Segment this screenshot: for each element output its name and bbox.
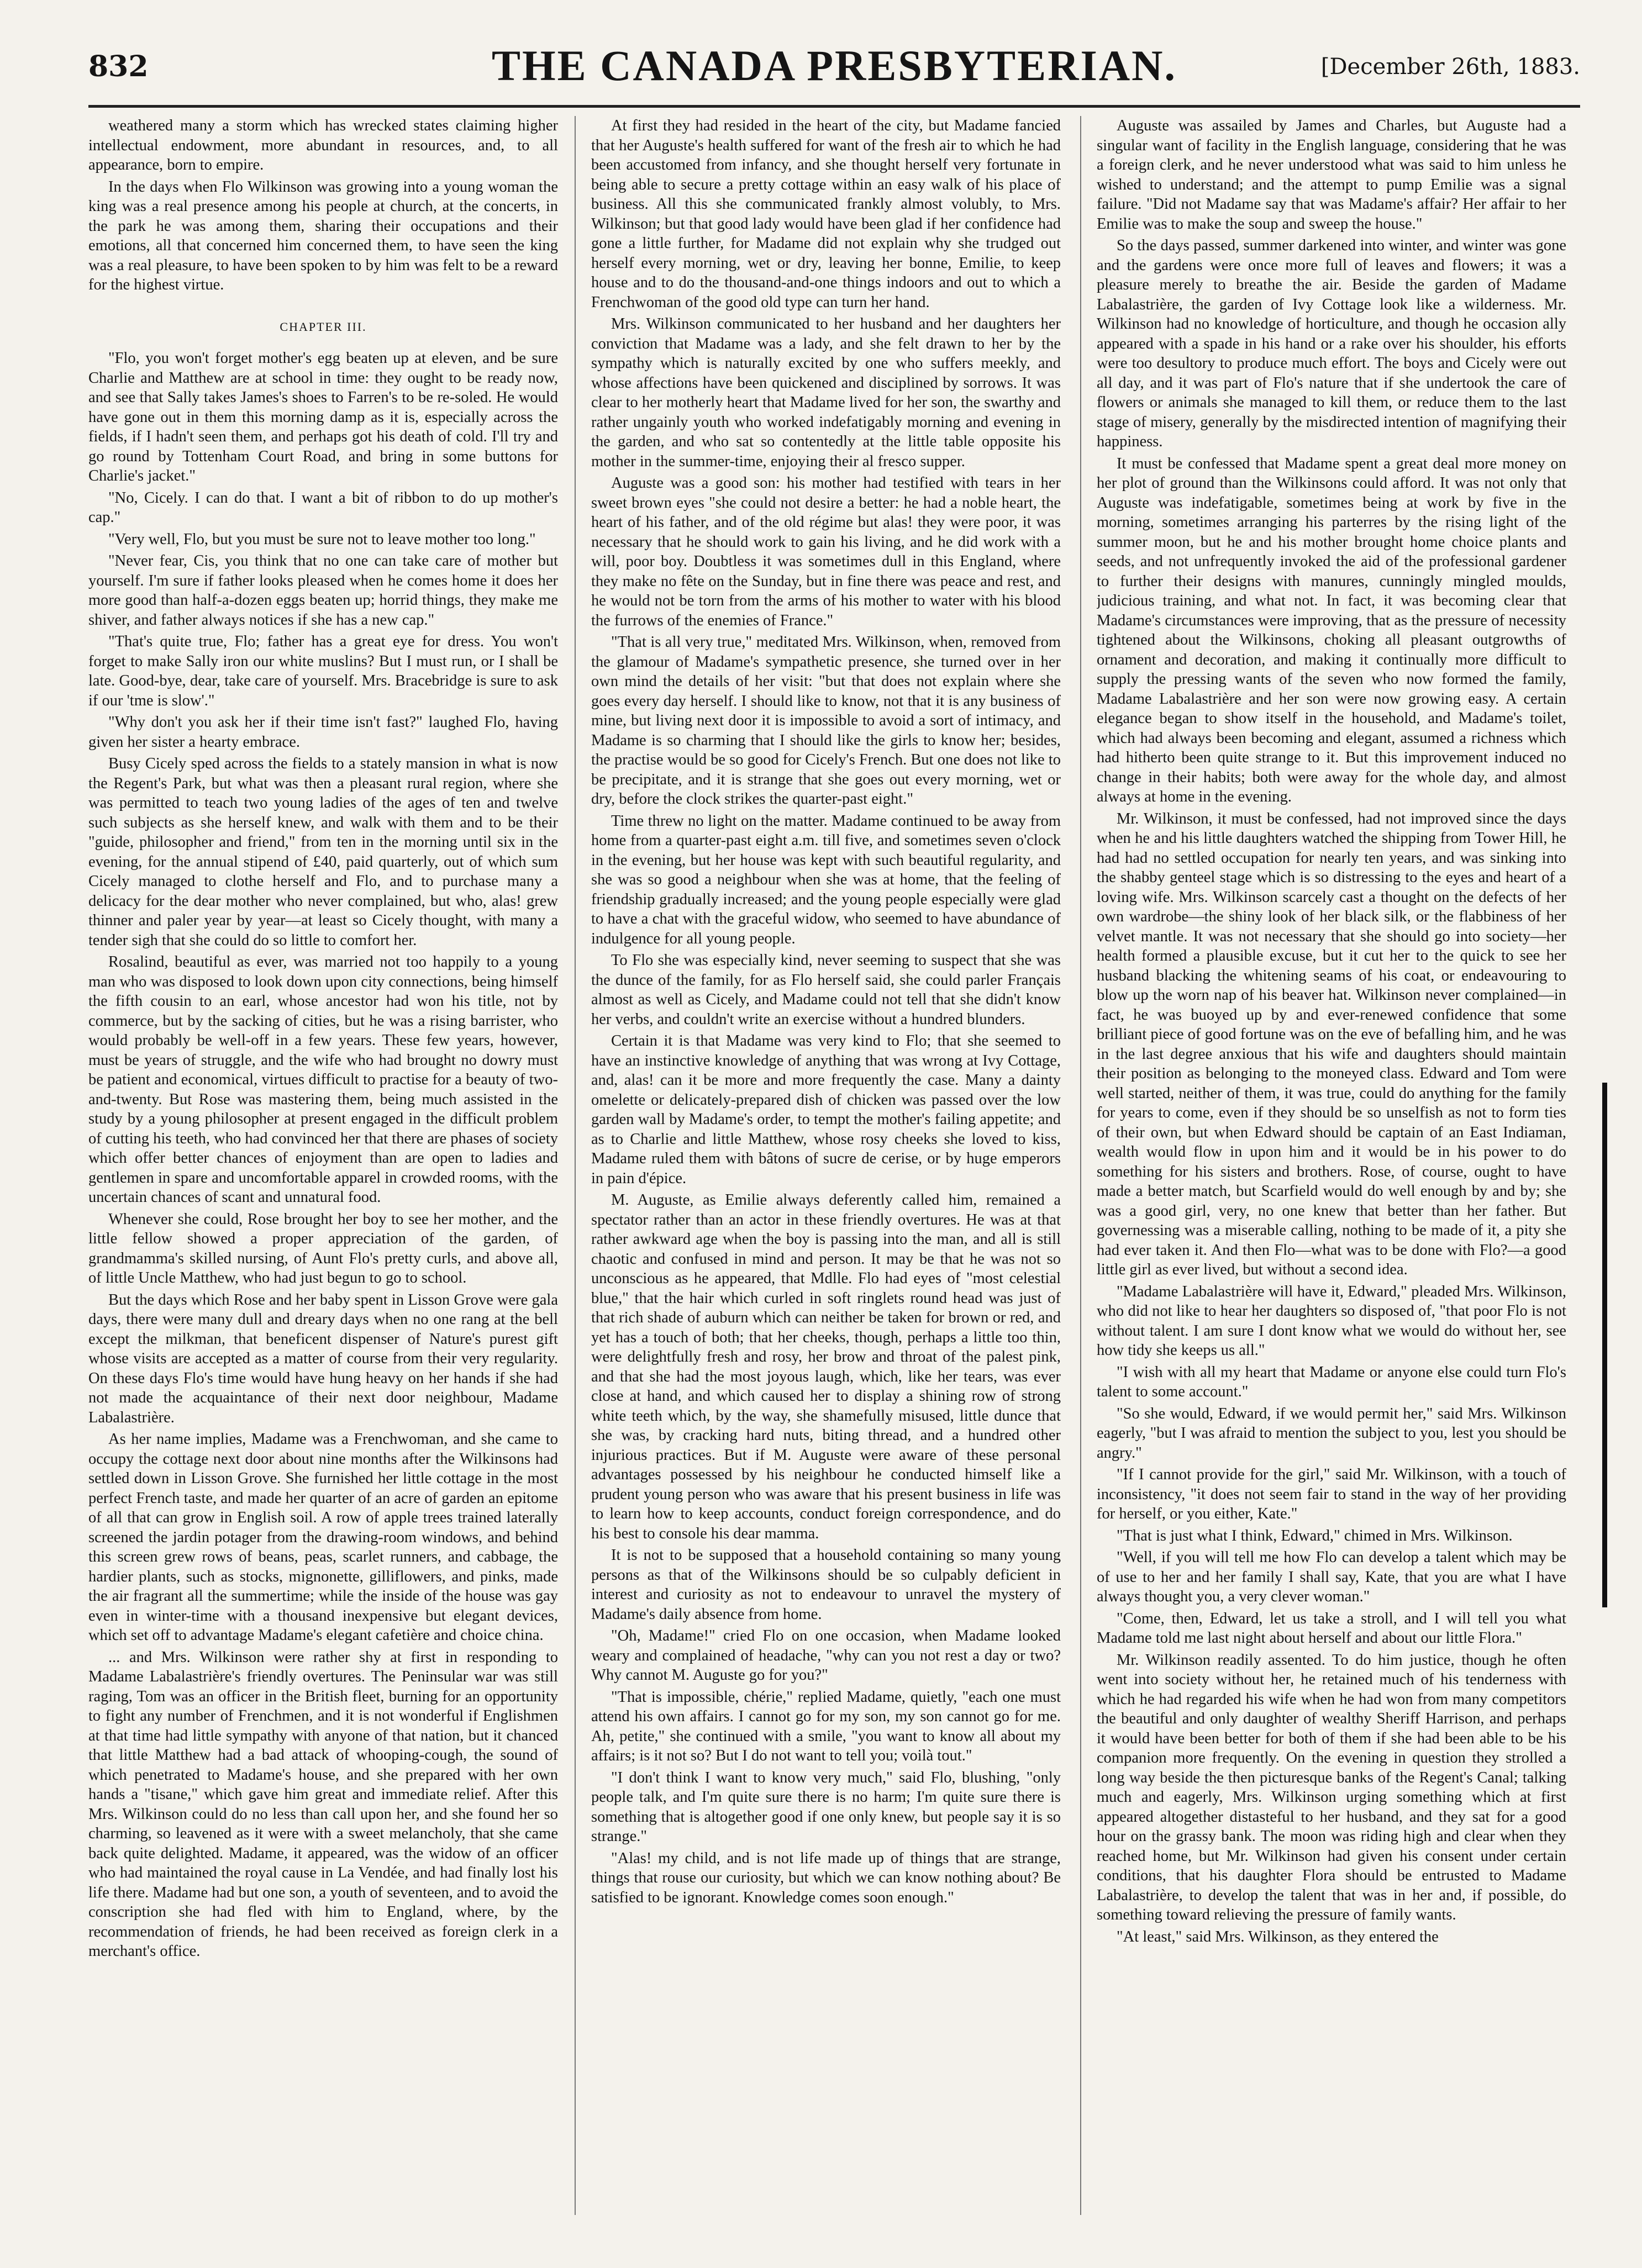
column-divider: [1080, 116, 1081, 2215]
paragraph: "That's quite true, Flo; father has a great eye for dress. You won't forget to make Sally iron our white muslins? But I must run, or I shall be late. Good-bye, dear, take care of yourself. Mrs. Bracebridge is sure to ask if our 'tme is slow'.": [88, 633, 558, 709]
paragraph: But the days which Rose and her baby spent in Lisson Grove were gala days, there were many dull and dreary days when no one rang at the bell except the milkman, that beneficent dispenser of Nature's purest gift whose visits are accepted as a matter of course from their very regularity. On these days Flo's time would have hung heavy on her hands if she had not made the acquaintance of their next door neighbour, Madame Labalastrière.: [88, 1291, 558, 1426]
paragraph: "At least," said Mrs. Wilkinson, as they entered the: [1117, 1928, 1439, 1945]
page-number: 832: [88, 50, 149, 83]
paragraph: So the days passed, summer darkened into winter, and winter was gone and the gardens were once more full of leaves and flowers; it was a pleasure merely to breathe the air. Beside the garden of Madame Labalastrière, the garden of Ivy Cottage look like a wilderness. Mr. Wilkinson had no knowledge of horticulture, and though he occasion ally appeared with a spade in his hand or a rake over his shoulder, his efforts were too desultory to produce much effort. The boys and Cicely were out all day, and it was part of Flo's nature that if she undertook the care of flowers or animals she managed to kill them, or reduce them to the last stage of misery, generally by the misdirected intention of magnifying their happiness.: [1097, 237, 1566, 450]
paragraph: "I don't think I want to know very much," said Flo, blushing, "only people talk, and I'm quite sure there is no harm; I'm quite sure there is something that is altogether good if one only knew, but people say it is so strange.": [591, 1769, 1061, 1845]
column-2: [591, 116, 1061, 2226]
margin-mark: [1602, 1083, 1607, 1607]
paragraph: "That is impossible, chérie," replied Madame, quietly, "each one must attend his own affairs. I cannot go for my son, my son cannot go for me. Ah, petite," she continued with a smile, "you want to know all about my affairs; is it not so? But I do not want to tell you; voilà tout.": [591, 1688, 1061, 1764]
paragraph: "That is all very true," meditated Mrs. Wilkinson, when, removed from the glamour of Madame's sympathetic presence, she turned over in her own mind the details of her visit: "but that does not explain where she goes every day herself. I should like to know, not that it is any business of mine, but living next door it is impossible to avoid a sort of intimacy, and Madame is so charming that I should like the girls to know her; besides, the practise would be so good for Cicely's French. But one does not like to be precipitate, and it is strange that she goes out every morning, wet or dry, before the clock strikes the quarter-past eight.": [591, 634, 1061, 808]
paragraph: Whenever she could, Rose brought her boy to see her mother, and the little fellow showed a proper appreciation of the garden, of grandmamma's skilled nursing, of Aunt Flo's pretty curls, and above all, of little Uncle Matthew, who had just begun to go to school.: [88, 1210, 558, 1286]
paragraph: weathered many a storm which has wrecked states claiming higher intellectual endowment, more abundant in resources, and, to all appearance, born to empire.: [88, 117, 558, 173]
paragraph: "Flo, you won't forget mother's egg beaten up at eleven, and be sure Charlie and Matthew are at school in time: they ought to be ready now, and see that Sally takes James's shoes to Farren's to be re-soled. He would have gone out in them this morning damp as it is, especially across the fields, if I hadn't seen them, and perhaps got his death of cold. I'll try and go round by Tottenham Court Road, and bring in some buttons for Charlie's jacket.": [88, 350, 558, 484]
paragraph: At first they had resided in the heart of the city, but Madame fancied that her Auguste's health suffered for want of the fresh air to which he had been accustomed from infancy, and she thought herself very fortunate in being able to secure a pretty cottage within an easy walk of his place of business. All this she communicated frankly almost volubly, to Mrs. Wilkinson; but that good lady would have been glad if her confidence had gone a little further, for Madame did not explain why she trudged out herself every morning, wet or dry, leaving her bonne, Emilie, to keep house and to do the thousand-and-one things indoors and out to which a Frenchwoman of the good old type can turn her hand.: [591, 117, 1061, 311]
paragraph: Rosalind, beautiful as ever, was married not too happily to a young man who was disposed to look down upon city connections, being himself the fifth cousin to an earl, whose ancestor had won his title, not by commerce, but by the sacking of cities, but he was a rising barrister, who would probably be well-off in a few years. These few years, however, must be years of struggle, and the wife who had brought no dowry must be patient and economical, virtues difficult to practise for a beauty of two-and-twenty. But Rose was mastering them, being much assisted in the study by a young philosopher at present engaged in the difficult problem of cutting his teeth, who had convinced her that there are phases of society which offer better chances of enjoyment than are open to ladies and gentlemen in spare and uncomfortable apparel in crowded rooms, with the uncertain chances of scant and unnatural food.: [88, 953, 558, 1206]
masthead: [88, 39, 1580, 105]
paragraph: Certain it is that Madame was very kind to Flo; that she seemed to have an instinctive knowledge of anything that was wrong at Ivy Cottage, and, alas! can it be more and more frequently the case. Many a dainty omelette or delicately-prepared dish of chicken was passed over the low garden wall by Madame's order, to tempt the mother's failing appetite; and as to Charlie and little Matthew, whose rosy cheeks she loved to kiss, Madame ruled them with bâtons of sucre de cerise, or by huge emperors in pain d'épice.: [591, 1032, 1061, 1187]
column-3: [1097, 116, 1566, 2226]
paragraph: Auguste was a good son: his mother had testified with tears in her sweet brown eyes "she could not desire a better: he had a noble heart, the heart of his father, and of the old régime but alas! they were poor, it was necessary that he should work to gain his living, and he did work with a will, poor boy. Doubtless it was sometimes dull in this England, where they make no fête on the Sunday, but in fine there was peace and rest, and he would not be torn from the arms of his mother to water with his blood the furrows of the enemies of France.": [591, 474, 1061, 629]
paragraph: "So she would, Edward, if we would permit her," said Mrs. Wilkinson eagerly, "but I was afraid to mention the subject to you, lest you should be angry.": [1097, 1405, 1566, 1462]
paragraph: To Flo she was especially kind, never seeming to suspect that she was the dunce of the family, for as Flo herself said, she could parler Français almost as well as Cicely, and Madame could not tell that she didn't know her verbs, and couldn't write an exercise without a hundred blunders.: [591, 952, 1061, 1028]
paragraph: Mrs. Wilkinson communicated to her husband and her daughters her conviction that Madame was a lady, and she felt drawn to her by the sympathy which is naturally excited by one who suffers meekly, and whose affections have been quickened and disciplined by sorrows. It was clear to her motherly heart that Madame lived for her son, the swarthy and rather ungainly youth who worked indefatigably morning and evening in the garden, and who sat so contentedly at the little table opposite his mother in the summer-time, enjoying their al fresco supper.: [591, 315, 1061, 470]
paragraph: "Well, if you will tell me how Flo can develop a talent which may be of use to her and her family I shall say, Kate, that you are what I have always thought you, a very clever woman.": [1097, 1549, 1566, 1605]
paragraph: "If I cannot provide for the girl," said Mr. Wilkinson, with a touch of inconsistency, "it does not seem fair to stand in the way of her providing for herself, or you either, Kate.": [1097, 1466, 1566, 1522]
column-divider: [575, 116, 576, 2215]
paragraph: Mr. Wilkinson readily assented. To do him justice, though he often went into society without her, he retained much of his tenderness with which he had regarded his wife when he had won from many competitors the beautiful and only daughter of wealthy Sheriff Harrison, and perhaps it would have been better for both of them if she had been able to be his companion more frequently. On the evening in question they strolled a long way beside the then picturesque banks of the Regent's Canal; talking much and eagerly, Mrs. Wilkinson urging something which at first appeared altogether distasteful to her husband, and they sat for a good hour on the grassy bank. The moon was riding high and clear when they reached home, but Mr. Wilkinson had given his consent under certain conditions, that his daughter Flora should be entrusted to Madame Labalastrière, to develop the talent that was in her and, if possible, do something toward relieving the pressure of family wants.: [1097, 1651, 1566, 1923]
paragraph: "Never fear, Cis, you think that no one can take care of mother but yourself. I'm sure if father looks pleased when he comes home it does her more good than half-a-dozen eggs beaten up; horrid things, they make me shiver, and father always notices if she has a new cap.": [88, 552, 558, 629]
paragraph: Busy Cicely sped across the fields to a stately mansion in what is now the Regent's Park, but what was then a pleasant rural region, where she was permitted to teach two young ladies of the ages of ten and twelve such subjects as she herself knew, and walk with them and to be their "guide, philosopher and friend," from ten in the morning until six in the evening, for the annual stipend of £40, paid quarterly, out of which sum Cicely managed to clothe herself and Flo, and to purchase many a delicacy for the dear mother who never complained, but who, alas! grew thinner and paler year by year—at least so Cicely thought, with many a tender sigh that she could do so little to comfort her.: [88, 755, 558, 949]
journal-title: THE CANADA PRESBYTERIAN.: [491, 41, 1177, 89]
paragraph: M. Auguste, as Emilie always deferently called him, remained a spectator rather than an actor in these friendly overtures. He was at that rather awkward age when the boy is passing into the man, and all is still chaotic and confused in mind and person. It may be that he was not so unconscious as he appeared, that Mdlle. Flo had eyes of "most celestial blue," that the hair which curled in soft ringlets round head was just of that rich shade of auburn which can neither be taken for brown or red, and yet has a touch of both; that her cheeks, though, perhaps a little too thin, were delightfully fresh and rosy, her brow and throat of the palest pink, and that she had the most joyous laugh, which, like her tears, was ever close at hand, and which caused her to display a shining row of strong white teeth which, by the way, she shamefully misused, little dunce that she was, by cracking hard nuts, biting thread, and a hundred other injurious practices. But if M. Auguste were aware of these personal advantages possessed by his neighbour he conducted himself like a prudent young person who was aware that his present business in life was to learn how to keep accounts, conduct foreign correspondence, and do his best to console his dear mamma.: [591, 1191, 1061, 1542]
column-1: [88, 116, 558, 2226]
paragraph: "Very well, Flo, but you must be sure not to leave mother too long.": [108, 530, 536, 548]
paragraph: As her name implies, Madame was a Frenchwoman, and she came to occupy the cottage next door about nine months after the Wilkinsons had settled down in Lisson Grove. She furnished her little cottage in the most perfect French taste, and made her quarter of an acre of garden an epitome of all that can grow in English soil. A row of apple trees trained laterally screened the jardin potager from the drawing-room windows, and behind this screen grew rows of beans, peas, scarlet runners, and cabbage, the hardier plants, such as stocks, mignonette, gilliflowers, and pinks, made the air fragrant all the summertime; while the inside of the house was gay even in winter-time with a thousand inexpensive but elegant devices, which set off to advantage Madame's elegant cafetière and choice china.: [88, 1431, 558, 1644]
masthead-rule: [88, 105, 1580, 108]
paragraph: "I wish with all my heart that Madame or anyone else could turn Flo's talent to some account.": [1097, 1363, 1566, 1400]
paragraph: ... and Mrs. Wilkinson were rather shy at first in responding to Madame Labalastrière's friendly overtures. The Peninsular war was still raging, Tom was an officer in the British fleet, burning for an opportunity to fight any number of Frenchmen, and it is not wonderful if Englishmen at that time had little sympathy with anyone of that nation, but it chanced that little Matthew had a bad attack of whooping-cough, the sound of which penetrated to Madame's house, and she prepared with her own hands a "tisane," which gave him great and immediate relief. After this Mrs. Wilkinson could do no less than call upon her, and she found her so charming, so leavened as it were with a sweet melancholy, that she came back quite delighted. Madame, it appeared, was the widow of an officer who had maintained the royal cause in La Vendée, and had finally lost his life there. Madame had but one son, a youth of seventeen, and to avoid the conscription she had fled with him to England, where, by the recommendation of friends, he had been received as foreign clerk in a merchant's office.: [88, 1648, 558, 1960]
paragraph: "Come, then, Edward, let us take a stroll, and I will tell you what Madame told me last night about herself and about our little Flora.": [1097, 1610, 1566, 1647]
paragraph: In the days when Flo Wilkinson was growing into a young woman the king was a real presence among his people at church, at the concerts, in the park he was among them, sharing their occupations and their emotions, all that concerned him concerned them, to have seen the king was a real pleasure, to have been spoken to by him was felt to be a reward for the highest virtue.: [88, 178, 558, 293]
paragraph: "Madame Labalastrière will have it, Edward," pleaded Mrs. Wilkinson, who did not like to hear her daughters so disposed of, "that poor Flo is not without talent. I am sure I dont know what we would do without her, see how tidy she keeps us all.": [1097, 1283, 1566, 1359]
paragraph: It is not to be supposed that a household containing so many young persons as that of the Wilkinsons should be so culpably deficient in interest and curiosity as not to endeavour to unravel the mystery of Madame's daily absence from home.: [591, 1547, 1061, 1623]
paragraph: Mr. Wilkinson, it must be confessed, had not improved since the days when he and his little daughters watched the shipping from Tower Hill, he had had no settled occupation for nearly ten years, and was sinking into the shabby genteel stage which is so distressing to the eyes and heart of a loving wife. Mrs. Wilkinson scarcely cast a thought on the defects of her own wardrobe—the shiny look of her black silk, or the flabbiness of her velvet mantle. It was not necessary that she should go into society—her health formed a plausible excuse, but it cut her to the quick to see her husband blacking the whitening seams of his coat, or endeavouring to blow up the worn nap of his beaver hat. Wilkinson never complained—in fact, he was buoyed up by and ever-renewed confidence that some brilliant piece of good fortune was on the eve of befalling him, and he was in the last degree anxious that his wife and daughters should maintain their position as belonging to the moneyed class. Edward and Tom were well started, neither of them, it was true, could do anything for the family for years to come, even if they should be so unselfish as not to form ties of their own, but when Edward should be captain of an East Indiaman, wealth would flow in upon him and it would be in his power to do something for his sisters and brothers. Rose, of course, ought to have made a better match, but Scarfield would do well enough by and by; she was a good girl, very, no one knew that better than her father. But governessing was a miserable calling, nothing to be made of it, a pity she had ever taken it. And then Flo—what was to be done with Flo?—a good little girl as ever lived, but without a second idea.: [1097, 810, 1566, 1278]
paragraph: It must be confessed that Madame spent a great deal more money on her plot of ground than the Wilkinsons could afford. It was not only that Auguste was indefatigable, sometimes being at work by five in the morning, sometimes arranging his parterres by the rising light of the summer moon, but he and his mother brought home choice plants and seeds, and not unfrequently invoked the aid of the professional gardener to further their designs with manures, cunningly mingled moulds, judicious training, and what not. In fact, it was becoming clear that Madame's circumstances were improving, that as the pressure of necessity tightened about the Wilkinsons, choking all pleasant outgrowths of ornament and decoration, and making it continually more difficult to supply the pressing wants of the seven who now formed the family, Madame Labalastrière and her son were now growing easy. A certain elegance began to show itself in the household, and Madame's toilet, which had always been becoming and elegant, assumed a richness which had hitherto been quite strange to it. But this improvement induced no change in their habits; both were away for the whole day, and almost always at home in the evening.: [1097, 455, 1566, 805]
paragraph: Auguste was assailed by James and Charles, but Auguste had a singular want of facility in the English language, considering that he was a foreign clerk, and he never understood what was said to him unless he wished to understand; and the attempt to pump Emilie was a signal failure. "Did not Madame say that was Madame's affair? Her affair to her Emilie was to make the soup and sweep the house.": [1097, 117, 1566, 233]
chapter-heading: CHAPTER III.: [280, 319, 367, 334]
issue-date: [December 26th, 1883.: [1320, 54, 1580, 80]
paragraph: "Why don't you ask her if their time isn't fast?" laughed Flo, having given her sister a hearty embrace.: [88, 714, 558, 751]
paragraph: "Oh, Madame!" cried Flo on one occasion, when Madame looked weary and complained of headache, "why can you not rest a day or two? Why cannot M. Auguste go for you?": [591, 1627, 1061, 1684]
paragraph: "That is just what I think, Edward," chimed in Mrs. Wilkinson.: [1117, 1527, 1513, 1544]
paragraph: "No, Cicely. I can do that. I want a bit of ribbon to do up mother's cap.": [88, 489, 558, 526]
paragraph: "Alas! my child, and is not life made up of things that are strange, things that rouse our curiosity, but which we can know nothing about? Be satisfied to be ignorant. Knowledge comes soon enough.": [591, 1849, 1061, 1906]
paragraph: Time threw no light on the matter. Madame continued to be away from home from a quarter-past eight a.m. till five, and sometimes seven o'clock in the evening, but her house was kept with such beautiful regularity, and she was so good a neighbour when she was at home, that the feeling of friendship gradually increased; and the young people especially were glad to have a chat with the graceful widow, who seemed to have abundance of indulgence for all young people.: [591, 812, 1061, 947]
